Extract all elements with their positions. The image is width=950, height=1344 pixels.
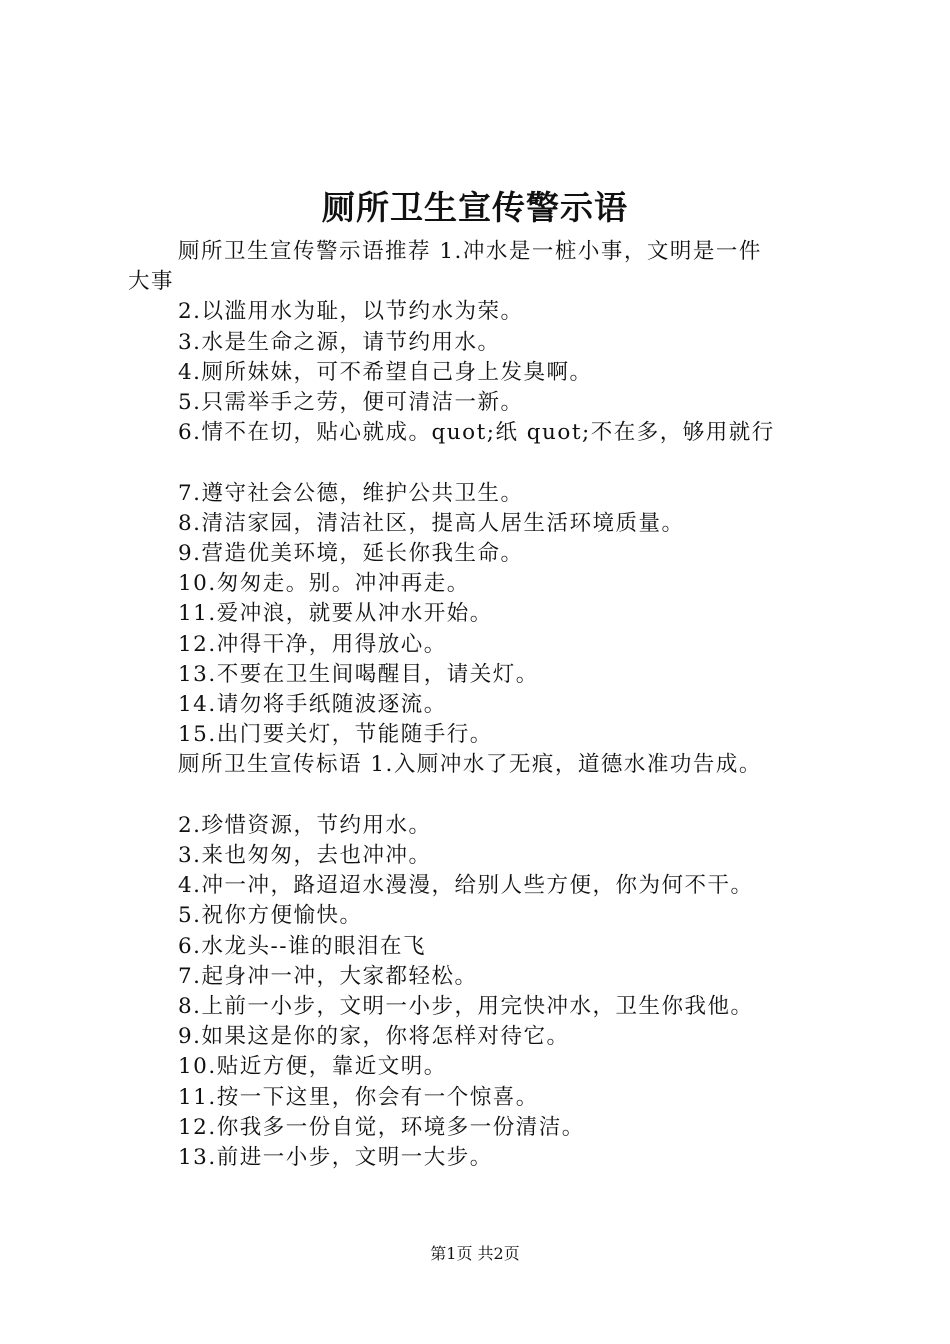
list-item: 2.珍惜资源，节约用水。 [178, 812, 432, 838]
list-item: 5.祝你方便愉快。 [178, 903, 363, 929]
blank-line [128, 781, 828, 811]
list-item: 3.来也匆匆，去也冲冲。 [178, 843, 432, 869]
list-item: 9.如果这是你的家，你将怎样对待它。 [178, 1024, 570, 1050]
document-body [128, 237, 828, 1173]
blank-line [128, 448, 828, 478]
page-footer: 第1页 共2页 [430, 1244, 520, 1263]
list-item: 8.上前一小步，文明一小步，用完快冲水，卫生你我他。 [178, 994, 754, 1020]
list-item: 10.匆匆走。别。冲冲再走。 [178, 571, 470, 597]
list-item: 4.冲一冲，路迢迢水漫漫，给别人些方便，你为何不干。 [178, 873, 754, 899]
list-item: 5.只需举手之劳，便可清洁一新。 [178, 390, 524, 416]
list-item: 6.情不在切，贴心就成。quot;纸 quot;不在多，够用就行 [178, 420, 775, 446]
intro-wrap-line: 大事 [128, 269, 175, 295]
list-item: 10.贴近方便，靠近文明。 [178, 1054, 447, 1080]
list-item: 11.爱冲浪，就要从冲水开始。 [178, 601, 493, 627]
list-item: 9.营造优美环境，延长你我生命。 [178, 541, 524, 567]
list-item: 6.水龙头--谁的眼泪在飞 [178, 933, 427, 959]
list-item: 14.请勿将手纸随波逐流。 [178, 692, 447, 718]
list-item: 2.以滥用水为耻，以节约水为荣。 [178, 299, 524, 325]
list-item: 13.前进一小步，文明一大步。 [178, 1145, 493, 1171]
list-item: 15.出门要关灯，节能随手行。 [178, 722, 493, 748]
list-item: 4.厕所妹妹，可不希望自己身上发臭啊。 [178, 359, 593, 385]
list-item: 8.清洁家园，清洁社区，提高人居生活环境质量。 [178, 510, 685, 536]
list-item: 3.水是生命之源，请节约用水。 [178, 329, 501, 355]
list-item: 12.你我多一份自觉，环境多一份清洁。 [178, 1114, 585, 1140]
list-item: 12.冲得干净，用得放心。 [178, 631, 447, 657]
list-item: 7.遵守社会公德，维护公共卫生。 [178, 480, 524, 506]
intro-paragraph [128, 237, 828, 297]
intro-first-line: 厕所卫生宣传警示语推荐 1.冲水是一桩小事，文明是一件 [178, 239, 762, 264]
list-item: 11.按一下这里，你会有一个惊喜。 [178, 1084, 539, 1110]
section-heading-line: 厕所卫生宣传标语 1.入厕冲水了无痕，道德水准功告成。 [178, 752, 762, 778]
list-item: 7.起身冲一冲，大家都轻松。 [178, 963, 478, 989]
document-title: 厕所卫生宣传警示语 [322, 188, 628, 227]
list-item: 13.不要在卫生间喝醒目，请关灯。 [178, 661, 539, 687]
